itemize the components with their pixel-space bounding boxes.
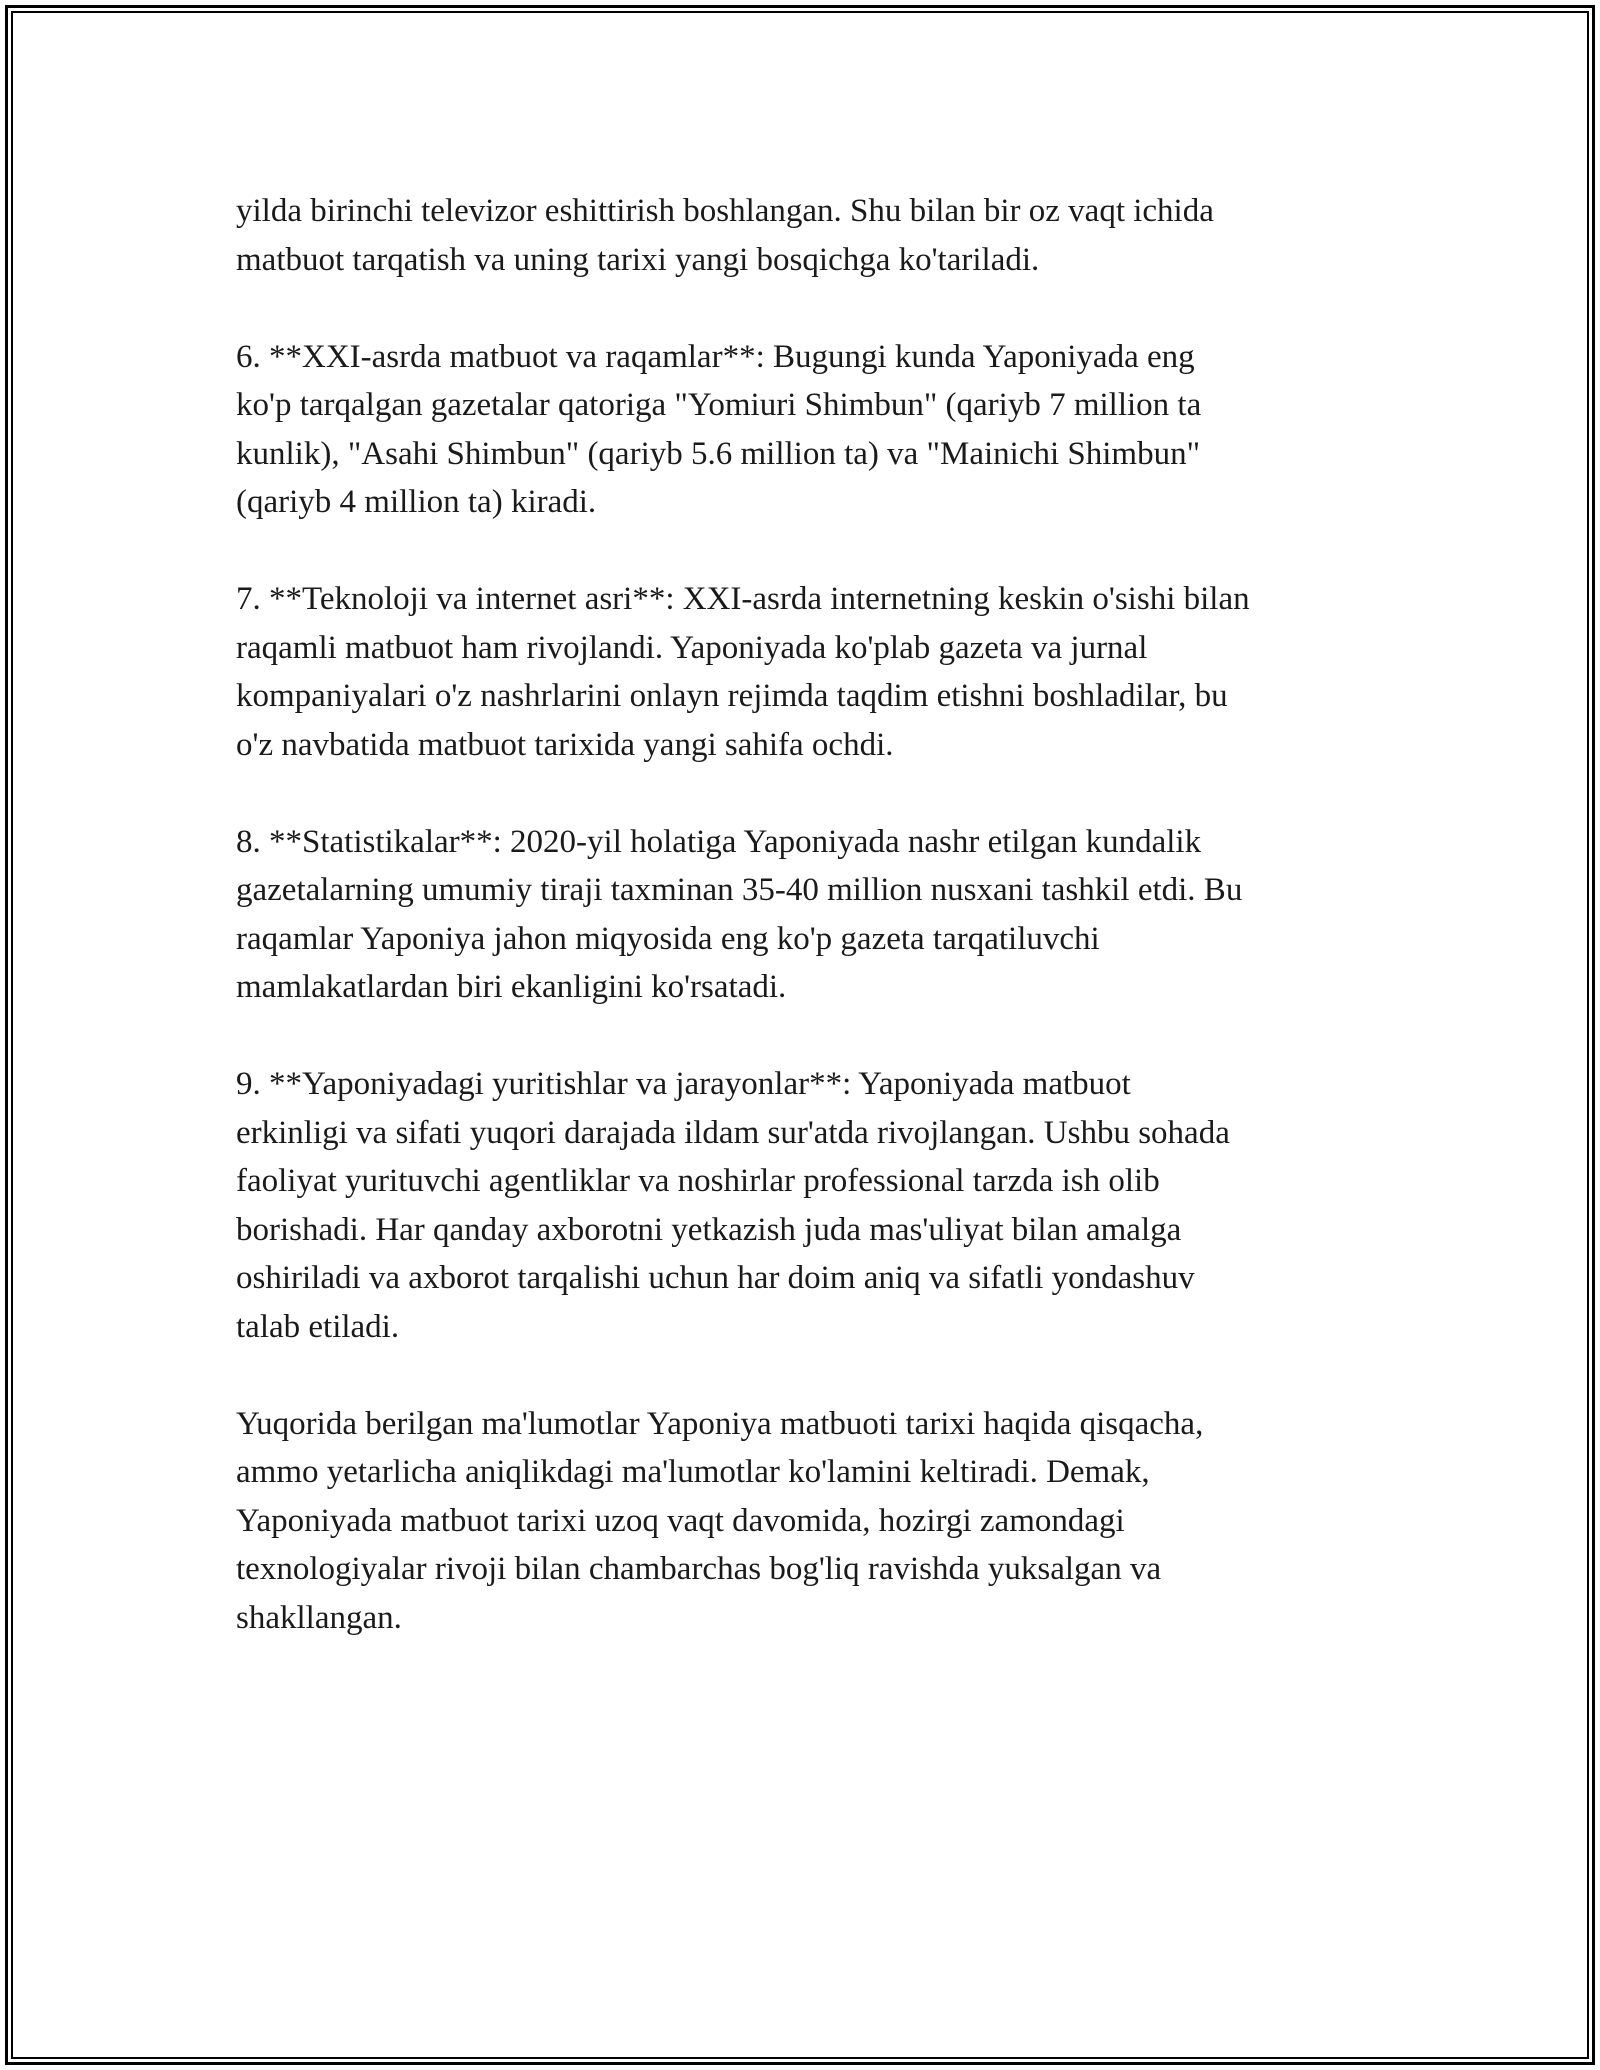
paragraph-continuation: yilda birinchi televizor eshittirish boshlangan. Shu bilan bir oz vaqt ichida matbuot tarqatish va uning tarixi yangi bosqichga ko'tariladi. [236, 193, 1214, 278]
paragraph-item-6: 6. **XXI-asrda matbuot va raqamlar**: Bugungi kunda Yaponiyada eng ko'p tarqalgan gazetalar qatoriga "Yomiuri Shimbun" (qariyb 7 million ta kunlik), "Asahi Shimbun" (qariyb 5.6 million ta) va "Mainichi Shimbun" (qariyb 4 million ta) kiradi. [236, 338, 1202, 520]
document-body [236, 187, 1376, 1691]
paragraph-item-7: 7. **Teknoloji va internet asri**: XXI-asrda internetning keskin o'sishi bilan raqamli matbuot ham rivojlandi. Yaponiyada ko'plab gazeta va jurnal kompaniyalari o'z nashrlarini onlayn rejimda taqdim etishni boshladilar, bu o'z navbatida matbuot tarixida yangi sahifa ochdi. [236, 581, 1250, 763]
paragraph-item-8: 8. **Statistikalar**: 2020-yil holatiga Yaponiyada nashr etilgan kundalik gazetalarning umumiy tiraji taxminan 35-40 million nusxani tashkil etdi. Bu raqamlar Yaponiya jahon miqyosida eng ko'p gazeta tarqatiluvchi mamlakatlardan biri ekanligini ko'rsatadi. [236, 823, 1243, 1005]
paragraph-conclusion: Yuqorida berilgan ma'lumotlar Yaponiya matbuoti tarixi haqida qisqacha, ammo yetarlicha aniqlikdagi ma'lumotlar ko'lamini keltiradi. Demak, Yaponiyada matbuot tarixi uzoq vaqt davomida, hozirgi zamondagi texnologiyalar rivoji bilan chambarchas bog'liq ravishda yuksalgan va shakllangan. [236, 1405, 1204, 1636]
paragraph-item-9: 9. **Yaponiyadagi yuritishlar va jarayonlar**: Yaponiyada matbuot erkinligi va sifati yuqori darajada ildam sur'atda rivojlangan. Ushbu sohada faoliyat yurituvchi agentliklar va noshirlar professional tarzda ish olib borishadi. Har qanday axborotni yetkazish juda mas'uliyat bilan amalga oshiriladi va axborot tarqalishi uchun har doim aniq va sifatli yondashuv talab etiladi. [236, 1066, 1230, 1345]
